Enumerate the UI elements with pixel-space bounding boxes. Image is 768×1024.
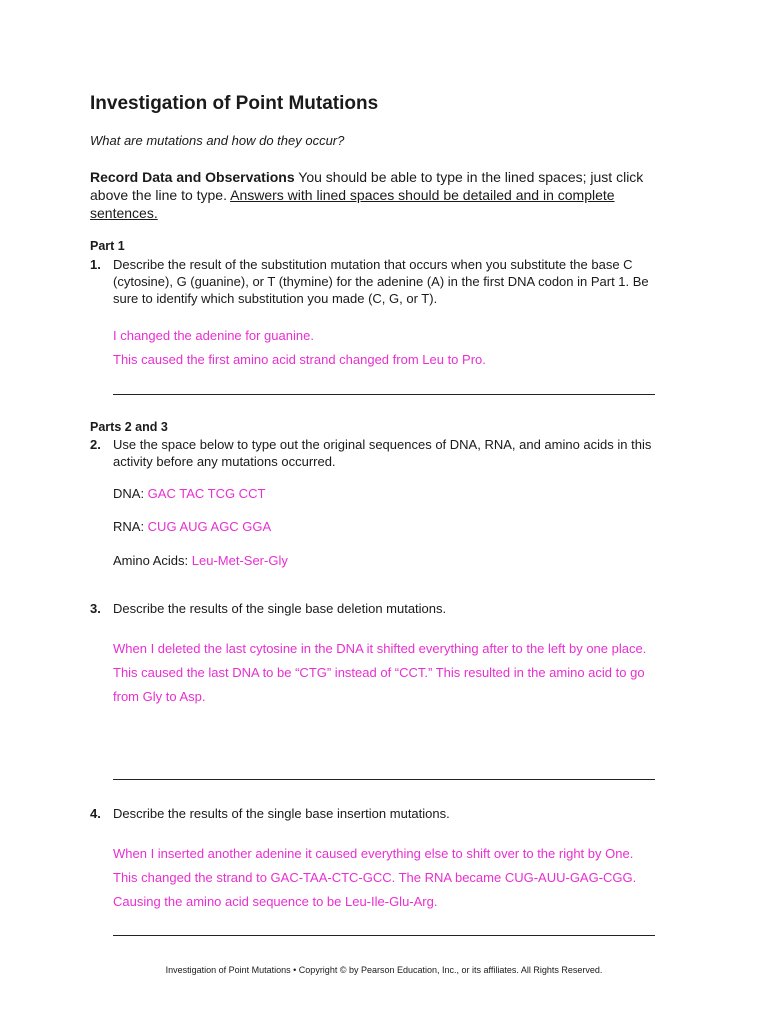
dna-value: GAC TAC TCG CCT (147, 486, 266, 501)
question-3-number: 3. (90, 601, 101, 616)
question-2-text: Use the space below to type out the original sequences of DNA, RNA, and amino acids in this activity before any mutations occurred. (113, 437, 652, 469)
amino-acids-row[interactable] (113, 552, 288, 569)
answer-1-field[interactable] (113, 324, 658, 372)
question-3 (90, 600, 660, 618)
parts-2-3-heading: Parts 2 and 3 (90, 420, 168, 434)
copyright-footer: Investigation of Point Mutations • Copyright © by Pearson Education, Inc., or its affiliates. All Rights Reserved. (165, 965, 603, 975)
answer-3-rule (113, 779, 655, 780)
answer-1-rule (113, 394, 655, 395)
instructions-paragraph (90, 168, 670, 222)
rna-sequence-row[interactable] (113, 518, 271, 535)
answer-1-line-2: This caused the first amino acid strand changed from Leu to Pro. (113, 352, 486, 367)
dna-sequence-row[interactable] (113, 485, 265, 502)
answer-4-field[interactable] (113, 842, 658, 914)
question-4-number: 4. (90, 806, 101, 821)
question-1-number: 1. (90, 257, 101, 272)
question-2 (90, 436, 660, 472)
answer-3-text: When I deleted the last cytosine in the DNA it shifted everything after to the left by one place. This caused the last DNA to be “CTG” instead of “CCT.” This resulted in the amino acid to go from Gly to Asp. (113, 641, 647, 704)
part-1-heading: Part 1 (90, 239, 125, 253)
question-2-number: 2. (90, 437, 101, 452)
question-4-text: Describe the results of the single base insertion mutations. (113, 806, 450, 821)
instructions-text: You should be able to type in the lined spaces; just click above the line to type. (90, 169, 644, 203)
question-1 (90, 256, 660, 308)
question-4 (90, 805, 660, 823)
instructions-heading: Record Data and Observations (90, 169, 295, 185)
question-1-text: Describe the result of the substitution mutation that occurs when you substitute the base C (cytosine), G (guanine), or T (thymine) for the adenine (A) in the first DNA codon in Part 1. Be sure to identify which substitution you made (C, G, or T). (113, 257, 649, 306)
instructions-underlined-text: Answers with lined spaces should be detailed and in complete sentences. (90, 187, 615, 221)
rna-label: RNA: (113, 519, 148, 534)
rna-value: CUG AUG AGC GGA (147, 519, 272, 534)
page-subtitle: What are mutations and how do they occur? (90, 133, 345, 148)
page-title: Investigation of Point Mutations (90, 93, 379, 114)
amino-acids-value: Leu-Met-Ser-Gly (191, 553, 288, 568)
answer-3-field[interactable] (113, 637, 658, 709)
dna-label: DNA: (113, 486, 148, 501)
answer-1-line-1: I changed the adenine for guanine. (113, 328, 314, 343)
question-3-text: Describe the results of the single base deletion mutations. (113, 601, 447, 616)
answer-4-rule (113, 935, 655, 936)
answer-4-text: When I inserted another adenine it caused everything else to shift over to the right by One. This changed the strand to GAC-TAA-CTC-GCC. The RNA became CUG-AUU-GAG-CGG. Causing the amino acid sequence to be Leu-Ile-Glu-Arg. (113, 846, 637, 909)
amino-acids-label: Amino Acids: (113, 553, 192, 568)
